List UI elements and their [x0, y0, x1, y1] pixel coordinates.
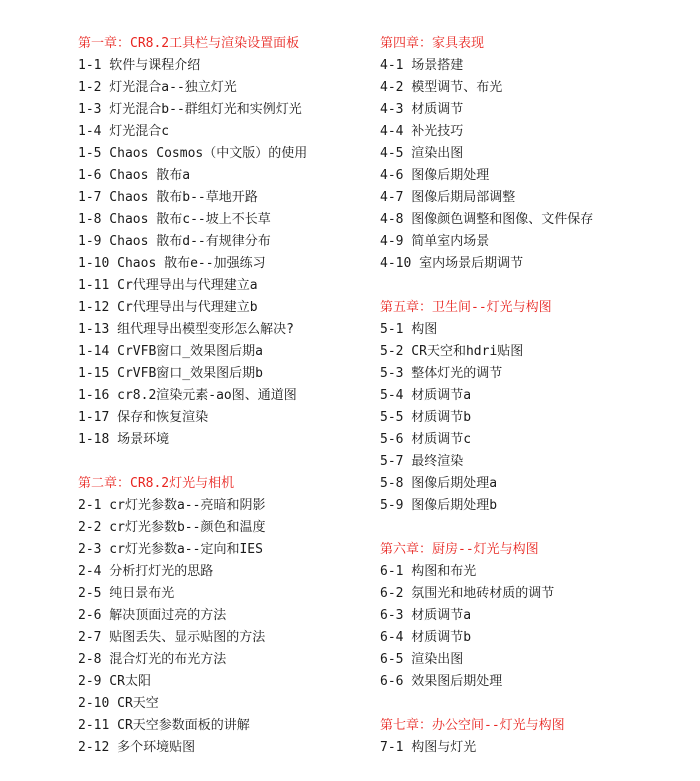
lesson-item[interactable]: 1-8 Chaos 散布c--坡上不长草: [78, 212, 271, 227]
lesson-item[interactable]: 1-18 场景环境: [78, 432, 170, 447]
lesson-item[interactable]: 1-9 Chaos 散布d--有规律分布: [78, 234, 271, 249]
lesson-item[interactable]: 6-1 构图和布光: [380, 564, 477, 579]
lesson-item[interactable]: 5-5 材质调节b: [380, 410, 472, 425]
lesson-item[interactable]: 1-7 Chaos 散布b--草地开路: [78, 190, 258, 205]
lesson-item[interactable]: 4-4 补光技巧: [380, 124, 464, 139]
lesson-item[interactable]: 2-9 CR太阳: [78, 674, 151, 689]
lesson-item[interactable]: 6-3 材质调节a: [380, 608, 472, 623]
lesson-item[interactable]: 1-1 软件与课程介绍: [78, 58, 201, 73]
lesson-item[interactable]: 2-7 贴图丢失、显示贴图的方法: [78, 630, 266, 645]
lesson-item[interactable]: 5-1 构图: [380, 322, 438, 337]
lesson-item[interactable]: 1-14 CrVFB窗口_效果图后期a: [78, 344, 263, 359]
lesson-item[interactable]: 1-17 保存和恢复渲染: [78, 410, 209, 425]
lesson-item[interactable]: 2-4 分析打灯光的思路: [78, 564, 214, 579]
lesson-item[interactable]: 6-5 渲染出图: [380, 652, 464, 667]
chapter-title: 第一章：CR8.2工具栏与渲染设置面板: [78, 36, 300, 51]
lesson-item[interactable]: 1-16 cr8.2渲染元素-ao图、通道图: [78, 388, 297, 403]
lesson-item[interactable]: 5-8 图像后期处理a: [380, 476, 498, 491]
lesson-item[interactable]: 1-12 Cr代理导出与代理建立b: [78, 300, 258, 315]
lesson-item[interactable]: 1-13 组代理导出模型变形怎么解决?: [78, 322, 294, 337]
lesson-item[interactable]: 2-6 解决顶面过亮的方法: [78, 608, 227, 623]
lesson-item[interactable]: 1-11 Cr代理导出与代理建立a: [78, 278, 258, 293]
lesson-list: [78, 495, 368, 759]
chapter-section: [380, 297, 690, 517]
chapter-title: 第四章：家具表现: [380, 36, 485, 51]
lesson-item[interactable]: 7-1 构图与灯光: [380, 740, 477, 755]
chapter-title: 第六章：厨房--灯光与构图: [380, 542, 539, 557]
lesson-item[interactable]: 4-10 室内场景后期调节: [380, 256, 524, 271]
lesson-list: [380, 737, 690, 759]
lesson-item[interactable]: 4-5 渲染出图: [380, 146, 464, 161]
left-column: [78, 33, 368, 781]
lesson-list: [78, 55, 368, 451]
chapter-section: [380, 33, 690, 275]
right-column: [380, 33, 690, 781]
lesson-item[interactable]: 4-1 场景搭建: [380, 58, 464, 73]
chapter-section: [380, 715, 690, 759]
lesson-item[interactable]: 4-6 图像后期处理: [380, 168, 490, 183]
lesson-item[interactable]: 2-10 CR天空: [78, 696, 159, 711]
lesson-list: [380, 55, 690, 275]
lesson-item[interactable]: 1-3 灯光混合b--群组灯光和实例灯光: [78, 102, 302, 117]
lesson-list: [380, 561, 690, 693]
lesson-item[interactable]: 2-5 纯日景布光: [78, 586, 175, 601]
chapter-section: [78, 33, 368, 451]
lesson-item[interactable]: 4-7 图像后期局部调整: [380, 190, 516, 205]
lesson-item[interactable]: 2-8 混合灯光的布光方法: [78, 652, 227, 667]
lesson-item[interactable]: 4-3 材质调节: [380, 102, 464, 117]
chapter-title: 第五章：卫生间--灯光与构图: [380, 300, 552, 315]
lesson-item[interactable]: 1-15 CrVFB窗口_效果图后期b: [78, 366, 263, 381]
lesson-item[interactable]: 1-4 灯光混合c: [78, 124, 170, 139]
lesson-item[interactable]: 1-6 Chaos 散布a: [78, 168, 191, 183]
chapter-title: 第二章：CR8.2灯光与相机: [78, 476, 235, 491]
lesson-item[interactable]: 2-11 CR天空参数面板的讲解: [78, 718, 250, 733]
lesson-item[interactable]: 5-2 CR天空和hdri贴图: [380, 344, 524, 359]
lesson-item[interactable]: 5-9 图像后期处理b: [380, 498, 498, 513]
lesson-list: [380, 319, 690, 517]
lesson-item[interactable]: 4-9 简单室内场景: [380, 234, 490, 249]
chapter-title: 第七章：办公空间--灯光与构图: [380, 718, 565, 733]
lesson-item[interactable]: 6-2 氛围光和地砖材质的调节: [380, 586, 555, 601]
lesson-item[interactable]: 1-5 Chaos Cosmos（中文版）的使用: [78, 146, 308, 161]
lesson-item[interactable]: 5-4 材质调节a: [380, 388, 472, 403]
lesson-item[interactable]: 5-6 材质调节c: [380, 432, 472, 447]
lesson-item[interactable]: 6-6 效果图后期处理: [380, 674, 503, 689]
lesson-item[interactable]: 4-2 模型调节、布光: [380, 80, 503, 95]
lesson-item[interactable]: 5-7 最终渲染: [380, 454, 464, 469]
lesson-item[interactable]: 2-3 cr灯光参数a--定向和IES: [78, 542, 263, 557]
lesson-item[interactable]: 1-2 灯光混合a--独立灯光: [78, 80, 237, 95]
chapter-section: [78, 473, 368, 759]
lesson-item[interactable]: 1-10 Chaos 散布e--加强练习: [78, 256, 266, 271]
lesson-item[interactable]: 6-4 材质调节b: [380, 630, 472, 645]
chapter-section: [380, 539, 690, 693]
lesson-item[interactable]: 5-3 整体灯光的调节: [380, 366, 503, 381]
lesson-item[interactable]: 4-8 图像颜色调整和图像、文件保存: [380, 212, 594, 227]
lesson-item[interactable]: 2-1 cr灯光参数a--亮暗和阴影: [78, 498, 266, 513]
lesson-item[interactable]: 2-2 cr灯光参数b--颜色和温度: [78, 520, 266, 535]
lesson-item[interactable]: 2-12 多个环境贴图: [78, 740, 196, 755]
